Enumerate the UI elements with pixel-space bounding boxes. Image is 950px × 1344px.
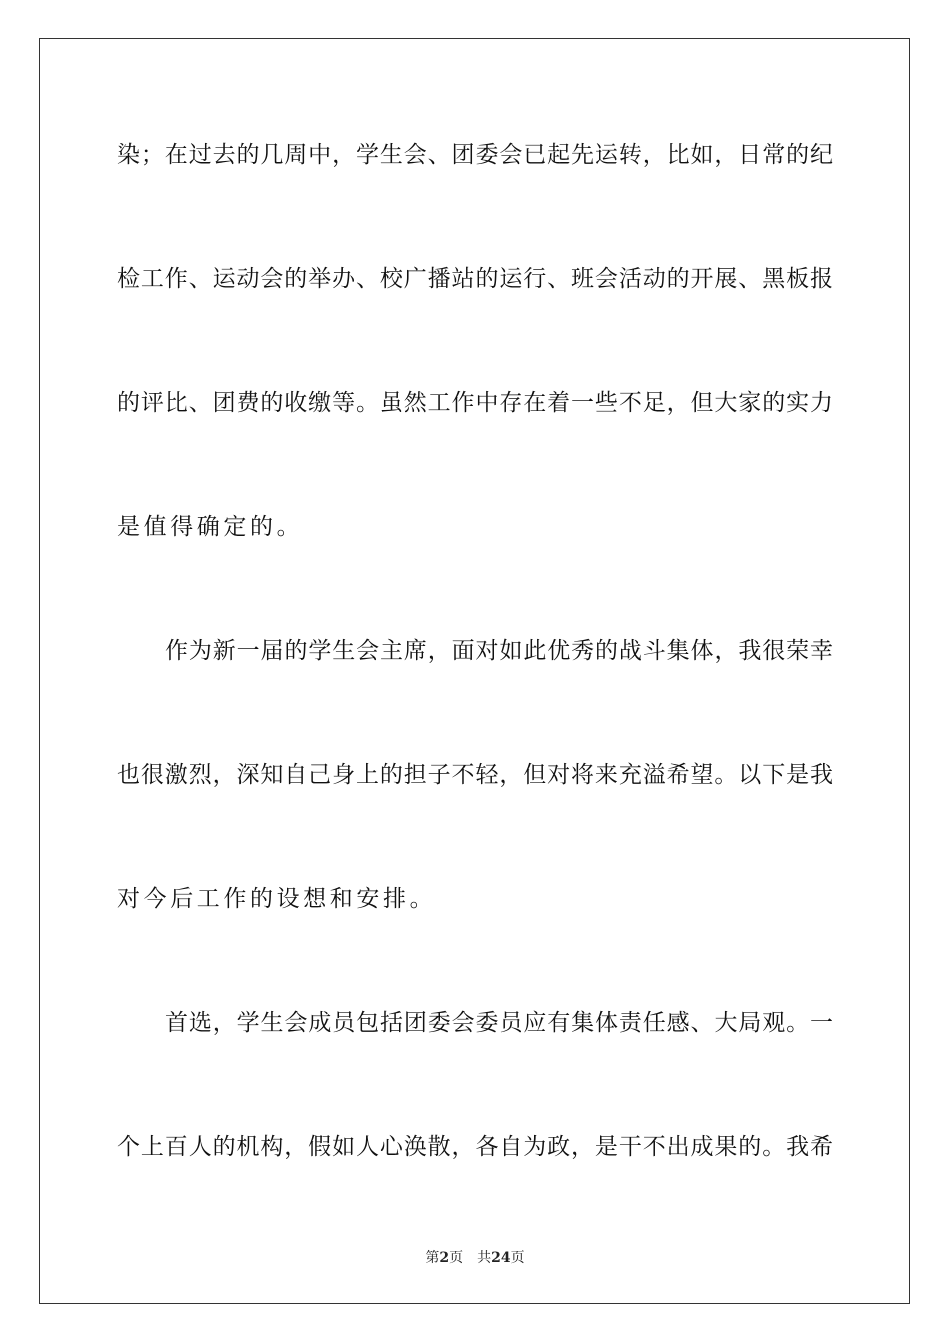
text-line: 个上百人的机构，假如人心涣散，各自为政，是干不出成果的。我希 <box>117 1134 833 1160</box>
line-spacer <box>117 806 833 868</box>
line-spacer <box>117 1054 833 1116</box>
text-line: 染；在过去的几周中，学生会、团委会已起先运转，比如，日常的纪 <box>117 142 833 168</box>
total-page-number: 24 <box>491 1250 511 1266</box>
text-line: 对今后工作的设想和安排。 <box>117 886 437 912</box>
footer-prefix: 第 <box>425 1250 440 1266</box>
paragraph-first-line: 首选，学生会成员包括团委会委员应有集体责任感、大局观。一 <box>165 1010 833 1036</box>
paragraph-first-line: 作为新一届的学生会主席，面对如此优秀的战斗集体，我很荣幸 <box>165 638 833 664</box>
line-spacer <box>117 558 833 620</box>
line-spacer <box>117 682 833 744</box>
line-spacer <box>117 186 833 248</box>
footer-total-prefix: 共 <box>477 1250 492 1266</box>
footer-total-suffix: 页 <box>510 1250 525 1266</box>
page-footer <box>0 1247 950 1267</box>
text-line: 也很激烈，深知自己身上的担子不轻，但对将来充溢希望。以下是我 <box>117 762 833 788</box>
line-spacer <box>117 310 833 372</box>
document-body <box>117 124 833 1178</box>
text-line: 是值得确定的。 <box>117 514 304 540</box>
text-line: 检工作、运动会的举办、校广播站的运行、班会活动的开展、黑板报 <box>117 266 833 292</box>
line-spacer <box>117 434 833 496</box>
line-spacer <box>117 930 833 992</box>
current-page-number: 2 <box>439 1250 450 1266</box>
text-line: 的评比、团费的收缴等。虽然工作中存在着一些不足，但大家的实力 <box>117 390 833 416</box>
footer-page-word: 页 <box>449 1250 464 1266</box>
